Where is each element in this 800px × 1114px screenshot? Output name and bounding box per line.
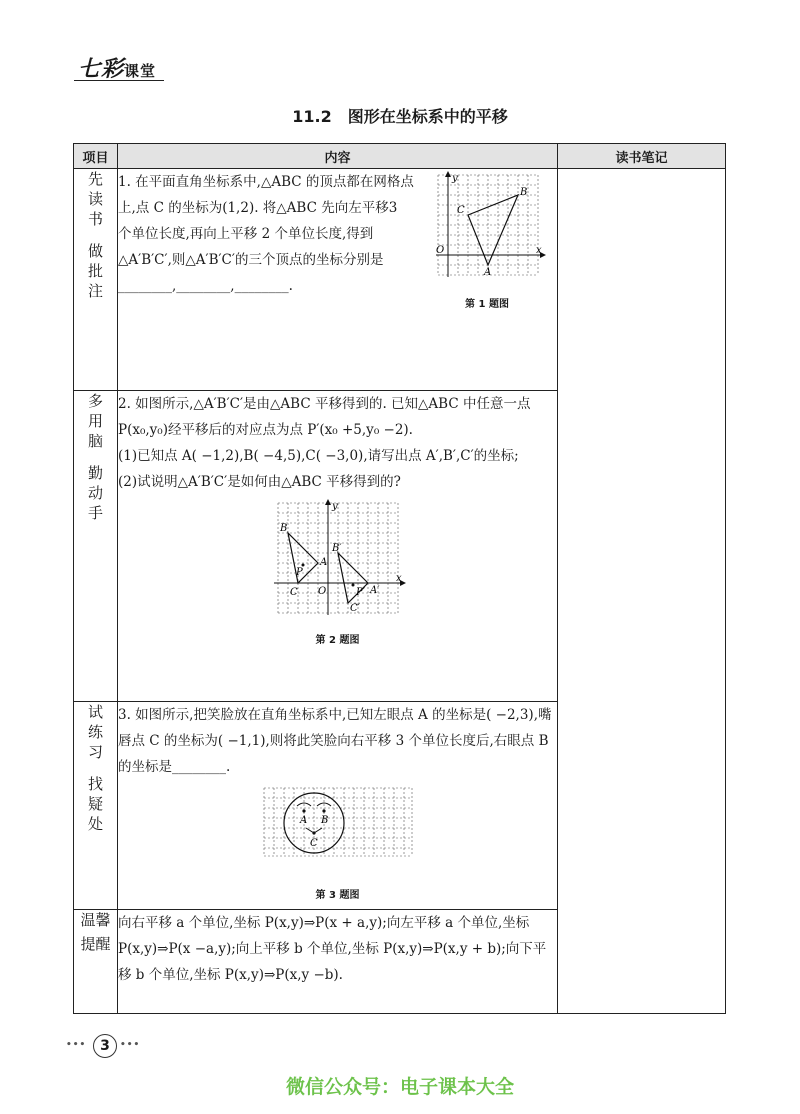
point-b-label: B xyxy=(520,187,528,198)
right-dots: ••• xyxy=(120,1040,141,1050)
figure-1-caption: 第 1 题图 xyxy=(465,299,509,310)
axis-x-label: x xyxy=(536,245,542,256)
grid-figure-1 xyxy=(428,171,546,283)
brand-underline xyxy=(74,80,164,81)
brand-logo xyxy=(78,52,156,83)
grid-figure-3 xyxy=(260,784,416,860)
brand-main: 七彩 xyxy=(78,57,125,82)
origin-label: O xyxy=(317,586,326,597)
figure-1 xyxy=(428,171,546,318)
page-number-badge xyxy=(66,1034,142,1058)
row-label xyxy=(74,910,118,1014)
question-1 xyxy=(118,169,558,391)
point-b-prime-label: B′ xyxy=(331,543,342,554)
point-b-label: B xyxy=(279,523,287,534)
figure-3 xyxy=(118,784,557,909)
origin-label: O xyxy=(436,245,445,256)
figure-2-caption: 第 2 题图 xyxy=(315,635,360,646)
brand-sub: 课堂 xyxy=(124,62,157,80)
figure-3-caption: 第 3 题图 xyxy=(315,890,360,901)
row-label xyxy=(74,391,118,702)
page-number: 3 xyxy=(93,1034,117,1058)
tip-content: 向右平移 a 个单位,坐标 P(x,y)⇒P(x + a,y);向左平移 a 个单位,坐标 P(x,y)⇒P(x −a,y);向上平移 b 个单位,坐标 P(x,y)⇒P(x,y + b);向下平移 b 个单位,坐标 P(x,y)⇒P(x,y −b). xyxy=(118,910,558,1014)
section-title: 11.2 图形在坐标系中的平移 xyxy=(292,107,508,126)
label-part-a: 试练习 xyxy=(87,703,103,761)
lesson-table xyxy=(73,143,726,1014)
label-part-a: 温馨 xyxy=(80,911,111,929)
question-3 xyxy=(118,702,558,910)
point-c-label: C xyxy=(289,587,298,598)
label-part-b: 做批注 xyxy=(87,242,103,300)
header-content: 内容 xyxy=(118,144,558,169)
point-a-prime-label: A′ xyxy=(369,585,379,596)
reading-notes-area[interactable] xyxy=(558,169,726,1014)
label-part-b: 提醒 xyxy=(80,935,111,953)
question-3-text: 3. 如图所示,把笑脸放在直角坐标系中,已知左眼点 A 的坐标是( −2,3),嘴唇点 C 的坐标为( −1,1),则将此笑脸向右平移 3 个单位长度后,右眼点 B 的坐标是________. xyxy=(118,707,552,775)
point-c-prime-label: C′ xyxy=(349,603,360,614)
axis-y-label: y xyxy=(452,173,458,184)
question-2-part-1: (1)已知点 A( −1,2),B( −4,5),C( −3,0),请写出点 A′,B′,C′的坐标; xyxy=(118,448,519,464)
point-c-label: C xyxy=(457,205,465,216)
point-c-label: C xyxy=(309,838,318,849)
question-2-intro: 2. 如图所示,△A′B′C′是由△ABC 平移得到的. 已知△ABC 中任意一点 P(x₀,y₀)经平移后的对应点为点 P′(x₀ +5,y₀ −2). xyxy=(118,396,531,438)
watermark-text: 微信公众号：电子课本大全 xyxy=(285,1076,514,1098)
point-a-label: A xyxy=(319,557,327,568)
table-row xyxy=(74,169,726,391)
left-dots: ••• xyxy=(66,1040,87,1050)
point-p-label: P xyxy=(295,567,303,578)
table-header-row xyxy=(74,144,726,169)
question-2-part-2: (2)试说明△A′B′C′是如何由△ABC 平移得到的? xyxy=(118,474,401,490)
grid-figure-2 xyxy=(270,499,406,619)
label-part-a: 多用脑 xyxy=(87,392,103,450)
question-1-text: 1. 在平面直角坐标系中,△ABC 的顶点都在网格点上,点 C 的坐标为(1,2). 将△ABC 先向左平移3 个单位长度,再向上平移 2 个单位长度,得到△A′B′C′,则△A′B′C′的三个顶点的坐标分别是________,________,________. xyxy=(118,174,414,294)
point-b-label: B xyxy=(320,815,328,826)
point-a-label: A xyxy=(299,815,307,826)
label-part-b: 勤动手 xyxy=(87,464,103,522)
axis-x-label: x xyxy=(395,573,402,584)
row-label xyxy=(74,169,118,391)
point-a-label: A xyxy=(484,267,492,278)
header-notes: 读书笔记 xyxy=(558,144,726,169)
axis-y-label: y xyxy=(331,501,338,512)
label-part-a: 先读书 xyxy=(87,170,103,228)
label-part-b: 找疑处 xyxy=(87,775,103,833)
figure-2 xyxy=(118,499,557,654)
row-label xyxy=(74,702,118,910)
point-p-prime-label: P′ xyxy=(355,587,365,598)
header-item: 项目 xyxy=(74,144,118,169)
question-2 xyxy=(118,391,558,702)
